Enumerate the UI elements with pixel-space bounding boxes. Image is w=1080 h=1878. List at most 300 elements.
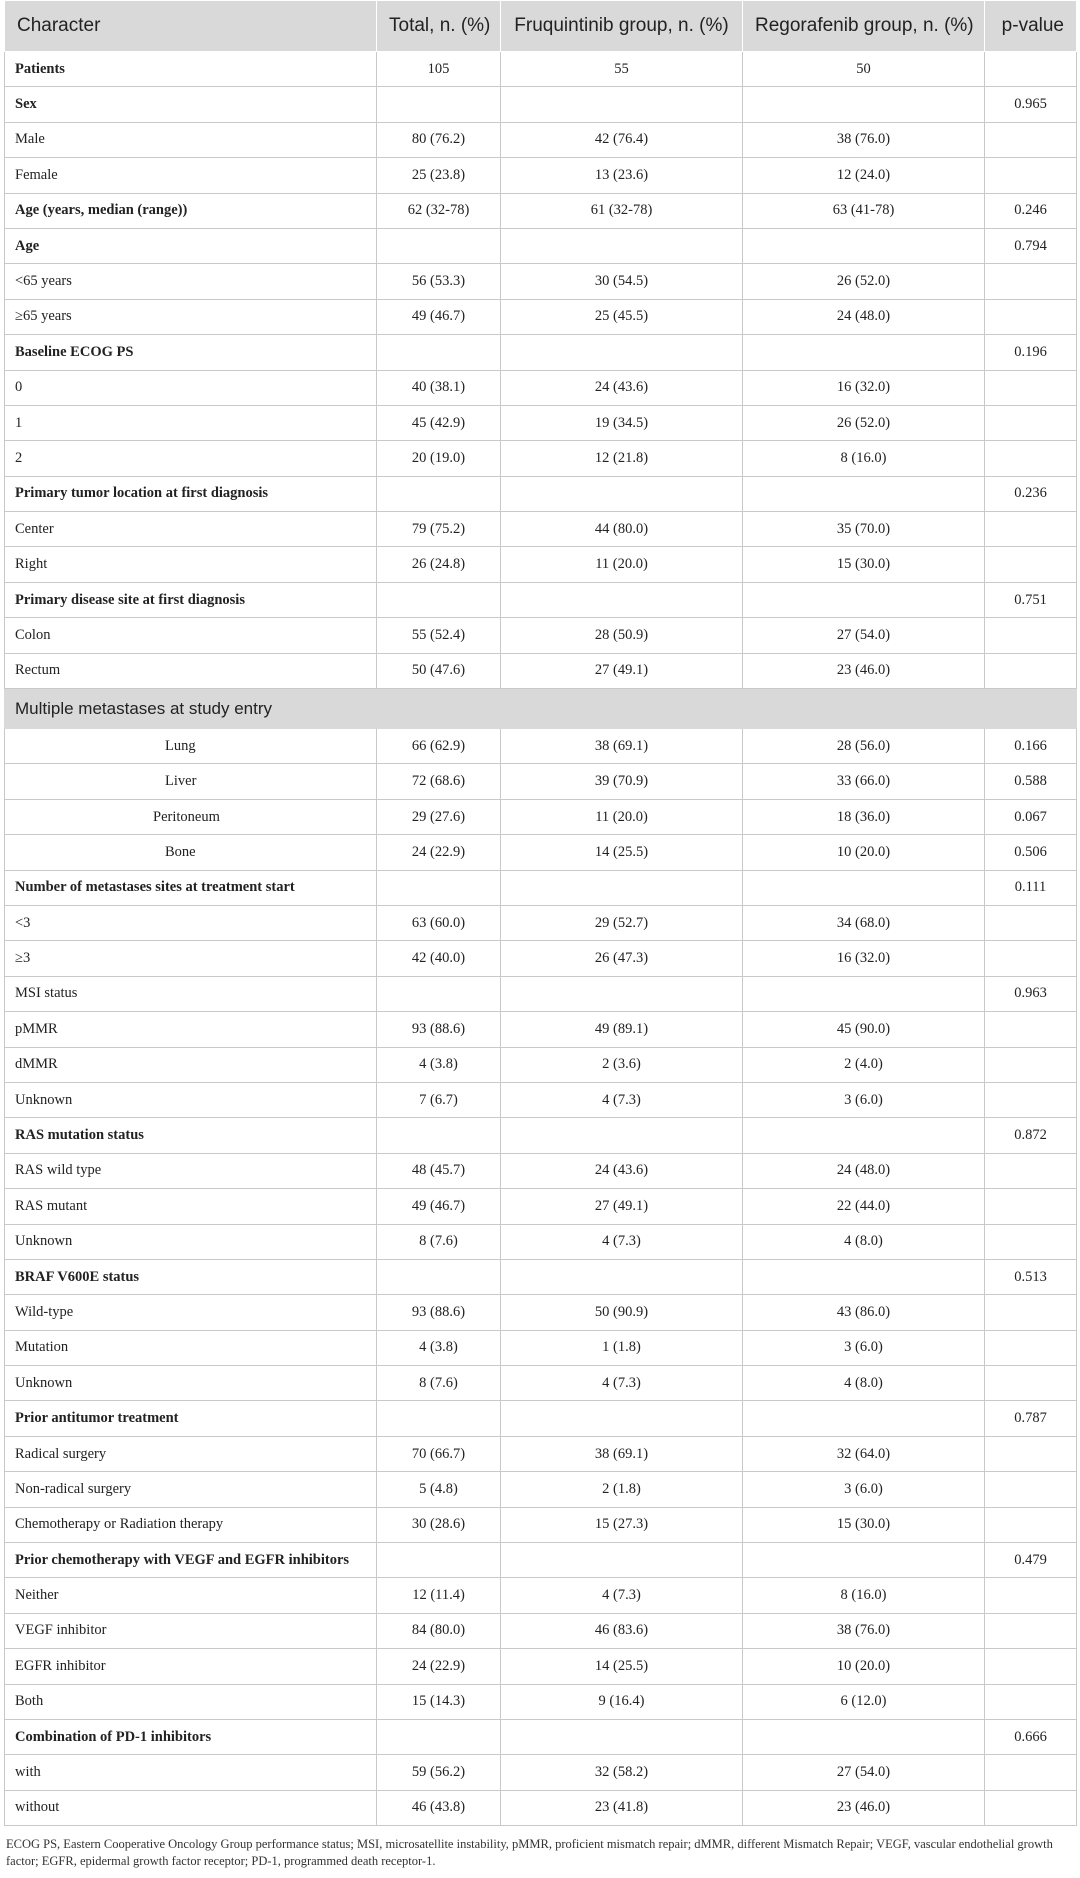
cell-p-value: 0.751 bbox=[985, 582, 1077, 617]
cell-fruquintinib: 11 (20.0) bbox=[501, 799, 743, 834]
cell-fruquintinib bbox=[501, 476, 743, 511]
cell-fruquintinib: 27 (49.1) bbox=[501, 1189, 743, 1224]
cell-regorafenib: 23 (46.0) bbox=[743, 653, 985, 688]
row-label: Right bbox=[5, 547, 377, 582]
cell-p-value bbox=[985, 512, 1077, 547]
cell-total: 93 (88.6) bbox=[377, 1012, 501, 1047]
cell-regorafenib bbox=[743, 1719, 985, 1754]
row-label: <65 years bbox=[5, 264, 377, 299]
cell-regorafenib bbox=[743, 976, 985, 1011]
table-row bbox=[5, 653, 1077, 688]
table-row bbox=[5, 158, 1077, 193]
table-row bbox=[5, 1472, 1077, 1507]
cell-p-value bbox=[985, 653, 1077, 688]
cell-total bbox=[377, 228, 501, 263]
cell-regorafenib bbox=[743, 1118, 985, 1153]
cell-fruquintinib: 11 (20.0) bbox=[501, 547, 743, 582]
cell-regorafenib bbox=[743, 1543, 985, 1578]
cell-regorafenib: 18 (36.0) bbox=[743, 799, 985, 834]
row-label: Primary disease site at first diagnosis bbox=[5, 582, 377, 617]
cell-regorafenib: 24 (48.0) bbox=[743, 1153, 985, 1188]
row-label: without bbox=[5, 1790, 377, 1825]
cell-fruquintinib: 9 (16.4) bbox=[501, 1684, 743, 1719]
cell-regorafenib: 28 (56.0) bbox=[743, 729, 985, 764]
cell-p-value bbox=[985, 1790, 1077, 1825]
cell-regorafenib: 4 (8.0) bbox=[743, 1366, 985, 1401]
table-row bbox=[5, 335, 1077, 370]
row-label: Sex bbox=[5, 87, 377, 122]
table-row bbox=[5, 547, 1077, 582]
cell-p-value bbox=[985, 1755, 1077, 1790]
table-row bbox=[5, 870, 1077, 905]
table-row bbox=[5, 729, 1077, 764]
cell-p-value bbox=[985, 1578, 1077, 1613]
cell-regorafenib: 24 (48.0) bbox=[743, 299, 985, 334]
cell-total: 63 (60.0) bbox=[377, 905, 501, 940]
cell-p-value bbox=[985, 1649, 1077, 1684]
cell-p-value: 0.196 bbox=[985, 335, 1077, 370]
cell-regorafenib bbox=[743, 1401, 985, 1436]
cell-total bbox=[377, 1118, 501, 1153]
cell-regorafenib: 63 (41-78) bbox=[743, 193, 985, 228]
cell-fruquintinib: 25 (45.5) bbox=[501, 299, 743, 334]
header-p-value: p-value bbox=[985, 1, 1077, 52]
cell-total: 56 (53.3) bbox=[377, 264, 501, 299]
row-label: Unknown bbox=[5, 1366, 377, 1401]
table-row bbox=[5, 976, 1077, 1011]
cell-total: 26 (24.8) bbox=[377, 547, 501, 582]
row-label: Primary tumor location at first diagnosis bbox=[5, 476, 377, 511]
cell-regorafenib: 2 (4.0) bbox=[743, 1047, 985, 1082]
cell-regorafenib: 27 (54.0) bbox=[743, 1755, 985, 1790]
row-label: Male bbox=[5, 122, 377, 157]
cell-total: 49 (46.7) bbox=[377, 299, 501, 334]
cell-regorafenib bbox=[743, 870, 985, 905]
cell-fruquintinib: 13 (23.6) bbox=[501, 158, 743, 193]
cell-p-value: 0.479 bbox=[985, 1543, 1077, 1578]
table-row bbox=[5, 370, 1077, 405]
cell-total bbox=[377, 976, 501, 1011]
cell-p-value bbox=[985, 441, 1077, 476]
cell-fruquintinib: 15 (27.3) bbox=[501, 1507, 743, 1542]
cell-fruquintinib bbox=[501, 335, 743, 370]
cell-p-value bbox=[985, 905, 1077, 940]
cell-regorafenib: 38 (76.0) bbox=[743, 1613, 985, 1648]
table-body bbox=[5, 52, 1077, 1826]
row-label: RAS mutant bbox=[5, 1189, 377, 1224]
cell-regorafenib: 3 (6.0) bbox=[743, 1082, 985, 1117]
cell-fruquintinib: 49 (89.1) bbox=[501, 1012, 743, 1047]
row-label: Lung bbox=[5, 729, 377, 764]
row-label: Patients bbox=[5, 52, 377, 87]
cell-regorafenib: 45 (90.0) bbox=[743, 1012, 985, 1047]
table-row bbox=[5, 441, 1077, 476]
cell-p-value: 0.787 bbox=[985, 1401, 1077, 1436]
cell-regorafenib bbox=[743, 335, 985, 370]
cell-regorafenib: 22 (44.0) bbox=[743, 1189, 985, 1224]
cell-regorafenib: 50 bbox=[743, 52, 985, 87]
cell-fruquintinib: 55 bbox=[501, 52, 743, 87]
table-row bbox=[5, 1047, 1077, 1082]
cell-total bbox=[377, 1259, 501, 1294]
cell-total: 24 (22.9) bbox=[377, 835, 501, 870]
cell-regorafenib: 38 (76.0) bbox=[743, 122, 985, 157]
row-label: MSI status bbox=[5, 976, 377, 1011]
cell-p-value: 0.246 bbox=[985, 193, 1077, 228]
table-row bbox=[5, 1790, 1077, 1825]
cell-total: 49 (46.7) bbox=[377, 1189, 501, 1224]
cell-fruquintinib: 2 (3.6) bbox=[501, 1047, 743, 1082]
row-label: VEGF inhibitor bbox=[5, 1613, 377, 1648]
cell-total bbox=[377, 1719, 501, 1754]
cell-regorafenib bbox=[743, 476, 985, 511]
cell-fruquintinib bbox=[501, 870, 743, 905]
row-label: Unknown bbox=[5, 1082, 377, 1117]
table-row bbox=[5, 299, 1077, 334]
cell-fruquintinib: 24 (43.6) bbox=[501, 1153, 743, 1188]
cell-regorafenib: 8 (16.0) bbox=[743, 441, 985, 476]
cell-total: 4 (3.8) bbox=[377, 1047, 501, 1082]
cell-p-value bbox=[985, 1295, 1077, 1330]
cell-p-value: 0.872 bbox=[985, 1118, 1077, 1153]
cell-total: 105 bbox=[377, 52, 501, 87]
cell-p-value bbox=[985, 1507, 1077, 1542]
cell-regorafenib: 16 (32.0) bbox=[743, 370, 985, 405]
cell-total bbox=[377, 476, 501, 511]
cell-p-value bbox=[985, 1472, 1077, 1507]
cell-fruquintinib: 19 (34.5) bbox=[501, 405, 743, 440]
cell-fruquintinib: 50 (90.9) bbox=[501, 1295, 743, 1330]
cell-fruquintinib bbox=[501, 87, 743, 122]
cell-regorafenib: 35 (70.0) bbox=[743, 512, 985, 547]
row-label: Colon bbox=[5, 618, 377, 653]
cell-p-value bbox=[985, 1082, 1077, 1117]
cell-fruquintinib bbox=[501, 1118, 743, 1153]
row-label: dMMR bbox=[5, 1047, 377, 1082]
cell-fruquintinib: 4 (7.3) bbox=[501, 1082, 743, 1117]
row-label: Bone bbox=[5, 835, 377, 870]
cell-p-value bbox=[985, 1366, 1077, 1401]
table-row bbox=[5, 1259, 1077, 1294]
cell-regorafenib: 3 (6.0) bbox=[743, 1472, 985, 1507]
table-row bbox=[5, 905, 1077, 940]
cell-fruquintinib: 24 (43.6) bbox=[501, 370, 743, 405]
baseline-characteristics-table bbox=[4, 0, 1077, 1826]
row-label: Peritoneum bbox=[5, 799, 377, 834]
cell-total: 25 (23.8) bbox=[377, 158, 501, 193]
table-row bbox=[5, 1543, 1077, 1578]
table-row bbox=[5, 1613, 1077, 1648]
table-row bbox=[5, 476, 1077, 511]
cell-total: 29 (27.6) bbox=[377, 799, 501, 834]
cell-p-value bbox=[985, 370, 1077, 405]
cell-total: 45 (42.9) bbox=[377, 405, 501, 440]
row-label: Wild-type bbox=[5, 1295, 377, 1330]
cell-regorafenib: 32 (64.0) bbox=[743, 1436, 985, 1471]
cell-total bbox=[377, 870, 501, 905]
cell-regorafenib: 26 (52.0) bbox=[743, 405, 985, 440]
row-label: Prior chemotherapy with VEGF and EGFR inhibitors bbox=[5, 1543, 377, 1578]
cell-fruquintinib: 32 (58.2) bbox=[501, 1755, 743, 1790]
table-row bbox=[5, 1082, 1077, 1117]
cell-total: 12 (11.4) bbox=[377, 1578, 501, 1613]
cell-fruquintinib: 4 (7.3) bbox=[501, 1366, 743, 1401]
table-row bbox=[5, 1507, 1077, 1542]
row-label: Rectum bbox=[5, 653, 377, 688]
cell-total: 8 (7.6) bbox=[377, 1224, 501, 1259]
row-label: Number of metastases sites at treatment start bbox=[5, 870, 377, 905]
table-row bbox=[5, 193, 1077, 228]
table-row bbox=[5, 582, 1077, 617]
cell-p-value bbox=[985, 941, 1077, 976]
cell-regorafenib bbox=[743, 582, 985, 617]
cell-total: 40 (38.1) bbox=[377, 370, 501, 405]
cell-total: 62 (32-78) bbox=[377, 193, 501, 228]
table-row bbox=[5, 1295, 1077, 1330]
cell-fruquintinib: 28 (50.9) bbox=[501, 618, 743, 653]
cell-fruquintinib: 12 (21.8) bbox=[501, 441, 743, 476]
cell-p-value bbox=[985, 1436, 1077, 1471]
cell-fruquintinib bbox=[501, 228, 743, 263]
cell-fruquintinib bbox=[501, 1401, 743, 1436]
row-label: Prior antitumor treatment bbox=[5, 1401, 377, 1436]
cell-regorafenib bbox=[743, 87, 985, 122]
row-label: Both bbox=[5, 1684, 377, 1719]
row-label: Age bbox=[5, 228, 377, 263]
cell-p-value bbox=[985, 264, 1077, 299]
cell-regorafenib: 23 (46.0) bbox=[743, 1790, 985, 1825]
cell-regorafenib: 10 (20.0) bbox=[743, 1649, 985, 1684]
table-row bbox=[5, 228, 1077, 263]
cell-fruquintinib bbox=[501, 976, 743, 1011]
row-label: Mutation bbox=[5, 1330, 377, 1365]
row-label: EGFR inhibitor bbox=[5, 1649, 377, 1684]
cell-p-value bbox=[985, 1047, 1077, 1082]
row-label: Combination of PD-1 inhibitors bbox=[5, 1719, 377, 1754]
cell-fruquintinib bbox=[501, 1259, 743, 1294]
cell-p-value bbox=[985, 1684, 1077, 1719]
cell-p-value bbox=[985, 618, 1077, 653]
cell-p-value bbox=[985, 158, 1077, 193]
cell-total: 72 (68.6) bbox=[377, 764, 501, 799]
cell-total: 15 (14.3) bbox=[377, 1684, 501, 1719]
table-header bbox=[5, 1, 1077, 52]
cell-fruquintinib: 38 (69.1) bbox=[501, 1436, 743, 1471]
cell-p-value: 0.166 bbox=[985, 729, 1077, 764]
cell-fruquintinib: 44 (80.0) bbox=[501, 512, 743, 547]
row-label: BRAF V600E status bbox=[5, 1259, 377, 1294]
cell-total: 50 (47.6) bbox=[377, 653, 501, 688]
cell-fruquintinib: 14 (25.5) bbox=[501, 1649, 743, 1684]
cell-total: 84 (80.0) bbox=[377, 1613, 501, 1648]
cell-total: 24 (22.9) bbox=[377, 1649, 501, 1684]
table-row bbox=[5, 1118, 1077, 1153]
cell-p-value bbox=[985, 1613, 1077, 1648]
table-row bbox=[5, 1578, 1077, 1613]
table-row bbox=[5, 1684, 1077, 1719]
cell-regorafenib: 16 (32.0) bbox=[743, 941, 985, 976]
table-row bbox=[5, 618, 1077, 653]
cell-fruquintinib bbox=[501, 582, 743, 617]
header-fruquintinib: Fruquintinib group, n. (%) bbox=[501, 1, 743, 52]
row-label: ≥65 years bbox=[5, 299, 377, 334]
table-row bbox=[5, 1012, 1077, 1047]
table-row bbox=[5, 1189, 1077, 1224]
cell-total: 59 (56.2) bbox=[377, 1755, 501, 1790]
cell-p-value: 0.513 bbox=[985, 1259, 1077, 1294]
table-row bbox=[5, 764, 1077, 799]
cell-p-value bbox=[985, 299, 1077, 334]
cell-regorafenib: 43 (86.0) bbox=[743, 1295, 985, 1330]
cell-total: 48 (45.7) bbox=[377, 1153, 501, 1188]
cell-regorafenib: 15 (30.0) bbox=[743, 547, 985, 582]
row-label: 0 bbox=[5, 370, 377, 405]
table-row bbox=[5, 1330, 1077, 1365]
row-label: RAS mutation status bbox=[5, 1118, 377, 1153]
section-label: Multiple metastases at study entry bbox=[5, 689, 1077, 729]
table-footnote: ECOG PS, Eastern Cooperative Oncology Group performance status; MSI, microsatellite instability, pMMR, proficient mismatch repair; dMMR, different Mismatch Repair; VEGF, vascular endothelial growth factor; EGFR, epidermal growth factor receptor; PD-1, programmed death receptor-1. bbox=[6, 1837, 1053, 1869]
table-row bbox=[5, 1755, 1077, 1790]
cell-total: 4 (3.8) bbox=[377, 1330, 501, 1365]
cell-fruquintinib: 4 (7.3) bbox=[501, 1578, 743, 1613]
cell-p-value: 0.965 bbox=[985, 87, 1077, 122]
cell-regorafenib: 27 (54.0) bbox=[743, 618, 985, 653]
table-row bbox=[5, 835, 1077, 870]
cell-fruquintinib: 26 (47.3) bbox=[501, 941, 743, 976]
cell-fruquintinib bbox=[501, 1719, 743, 1754]
table-row bbox=[5, 122, 1077, 157]
cell-fruquintinib: 29 (52.7) bbox=[501, 905, 743, 940]
cell-fruquintinib: 4 (7.3) bbox=[501, 1224, 743, 1259]
cell-fruquintinib: 38 (69.1) bbox=[501, 729, 743, 764]
table-row bbox=[5, 52, 1077, 87]
table-row bbox=[5, 799, 1077, 834]
row-label: Baseline ECOG PS bbox=[5, 335, 377, 370]
cell-total bbox=[377, 1401, 501, 1436]
table-row bbox=[5, 1366, 1077, 1401]
row-label: 1 bbox=[5, 405, 377, 440]
row-label: Female bbox=[5, 158, 377, 193]
row-label: Radical surgery bbox=[5, 1436, 377, 1471]
cell-total: 46 (43.8) bbox=[377, 1790, 501, 1825]
cell-p-value: 0.236 bbox=[985, 476, 1077, 511]
table-row bbox=[5, 1401, 1077, 1436]
row-label: Non-radical surgery bbox=[5, 1472, 377, 1507]
row-label: Age (years, median (range)) bbox=[5, 193, 377, 228]
table-row bbox=[5, 512, 1077, 547]
cell-total bbox=[377, 582, 501, 617]
cell-regorafenib: 3 (6.0) bbox=[743, 1330, 985, 1365]
cell-regorafenib bbox=[743, 228, 985, 263]
cell-total: 8 (7.6) bbox=[377, 1366, 501, 1401]
table-row bbox=[5, 405, 1077, 440]
cell-fruquintinib: 39 (70.9) bbox=[501, 764, 743, 799]
cell-regorafenib bbox=[743, 1259, 985, 1294]
cell-total bbox=[377, 1543, 501, 1578]
row-label: pMMR bbox=[5, 1012, 377, 1047]
cell-p-value bbox=[985, 52, 1077, 87]
cell-fruquintinib: 61 (32-78) bbox=[501, 193, 743, 228]
cell-p-value: 0.067 bbox=[985, 799, 1077, 834]
cell-total: 55 (52.4) bbox=[377, 618, 501, 653]
cell-p-value: 0.666 bbox=[985, 1719, 1077, 1754]
section-row bbox=[5, 689, 1077, 729]
header-regorafenib: Regorafenib group, n. (%) bbox=[743, 1, 985, 52]
cell-p-value bbox=[985, 1189, 1077, 1224]
row-label: Liver bbox=[5, 764, 377, 799]
header-total: Total, n. (%) bbox=[377, 1, 501, 52]
cell-p-value bbox=[985, 1153, 1077, 1188]
cell-regorafenib: 6 (12.0) bbox=[743, 1684, 985, 1719]
header-character: Character bbox=[5, 1, 377, 52]
cell-p-value bbox=[985, 547, 1077, 582]
cell-regorafenib: 8 (16.0) bbox=[743, 1578, 985, 1613]
cell-fruquintinib: 14 (25.5) bbox=[501, 835, 743, 870]
row-label: Unknown bbox=[5, 1224, 377, 1259]
cell-p-value bbox=[985, 1224, 1077, 1259]
cell-p-value bbox=[985, 405, 1077, 440]
table-row bbox=[5, 1224, 1077, 1259]
cell-total: 42 (40.0) bbox=[377, 941, 501, 976]
row-label: with bbox=[5, 1755, 377, 1790]
cell-fruquintinib: 2 (1.8) bbox=[501, 1472, 743, 1507]
row-label: Center bbox=[5, 512, 377, 547]
row-label: RAS wild type bbox=[5, 1153, 377, 1188]
cell-total: 20 (19.0) bbox=[377, 441, 501, 476]
cell-regorafenib: 4 (8.0) bbox=[743, 1224, 985, 1259]
cell-total: 7 (6.7) bbox=[377, 1082, 501, 1117]
cell-fruquintinib: 27 (49.1) bbox=[501, 653, 743, 688]
cell-fruquintinib: 23 (41.8) bbox=[501, 1790, 743, 1825]
row-label: Neither bbox=[5, 1578, 377, 1613]
cell-p-value: 0.111 bbox=[985, 870, 1077, 905]
cell-total bbox=[377, 87, 501, 122]
table-row bbox=[5, 264, 1077, 299]
cell-p-value bbox=[985, 1012, 1077, 1047]
row-label: ≥3 bbox=[5, 941, 377, 976]
cell-fruquintinib: 46 (83.6) bbox=[501, 1613, 743, 1648]
cell-fruquintinib bbox=[501, 1543, 743, 1578]
cell-regorafenib: 34 (68.0) bbox=[743, 905, 985, 940]
table-row bbox=[5, 941, 1077, 976]
cell-total: 93 (88.6) bbox=[377, 1295, 501, 1330]
cell-total: 70 (66.7) bbox=[377, 1436, 501, 1471]
table-row bbox=[5, 1436, 1077, 1471]
row-label: 2 bbox=[5, 441, 377, 476]
cell-regorafenib: 33 (66.0) bbox=[743, 764, 985, 799]
cell-total: 5 (4.8) bbox=[377, 1472, 501, 1507]
cell-total bbox=[377, 335, 501, 370]
cell-total: 80 (76.2) bbox=[377, 122, 501, 157]
cell-fruquintinib: 30 (54.5) bbox=[501, 264, 743, 299]
table-row bbox=[5, 1719, 1077, 1754]
table-row bbox=[5, 1153, 1077, 1188]
cell-p-value: 0.588 bbox=[985, 764, 1077, 799]
cell-regorafenib: 26 (52.0) bbox=[743, 264, 985, 299]
cell-regorafenib: 15 (30.0) bbox=[743, 1507, 985, 1542]
cell-regorafenib: 12 (24.0) bbox=[743, 158, 985, 193]
table-row bbox=[5, 87, 1077, 122]
cell-p-value: 0.963 bbox=[985, 976, 1077, 1011]
header-row bbox=[5, 1, 1077, 52]
cell-p-value: 0.506 bbox=[985, 835, 1077, 870]
cell-fruquintinib: 1 (1.8) bbox=[501, 1330, 743, 1365]
cell-fruquintinib: 42 (76.4) bbox=[501, 122, 743, 157]
row-label: <3 bbox=[5, 905, 377, 940]
row-label: Chemotherapy or Radiation therapy bbox=[5, 1507, 377, 1542]
cell-total: 79 (75.2) bbox=[377, 512, 501, 547]
cell-p-value: 0.794 bbox=[985, 228, 1077, 263]
